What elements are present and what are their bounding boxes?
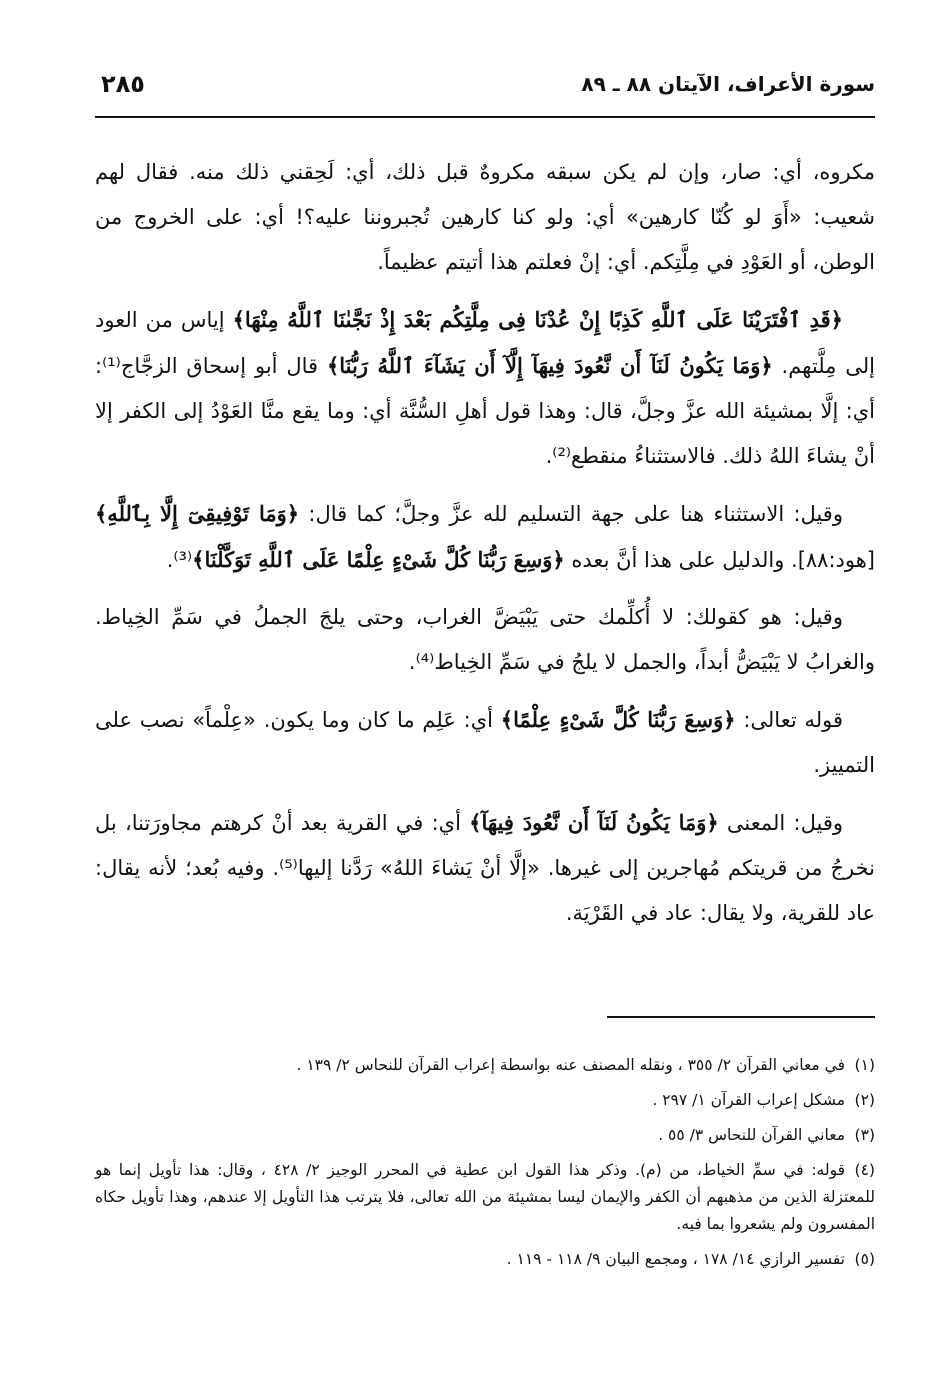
commentary-text: وقيل: هو كقولك: لا أُكلِّمك حتى يَبْيَضَّ الغراب، وحتى يلجَ الجملُ في سَمِّ الخِياط. والغرابُ لا يَبْيَضُّ أبداً، والجمل لا يلجُ في سَمِّ الخِياط⁽⁴⁾.: [95, 605, 875, 674]
footnote-number: (٢): [854, 1091, 875, 1109]
quran-verse: ﴿وَسِعَ رَبُّنَا كُلَّ شَىْءٍ عِلْمًا﴾: [500, 707, 736, 732]
footnote-text: معاني القرآن للنحاس ٣/ ٥٥ .: [658, 1126, 845, 1144]
paragraph: [95, 297, 875, 479]
footnote-text: تفسير الرازي ١٤/ ١٧٨ ، ومجمع البيان ٩/ ١١٨ - ١١٩ .: [506, 1250, 845, 1268]
commentary-text: أي: في القرية بعد أنْ كرهتم مجاورَتنا، بل نخرجُ من قريتكم مُهاجرين إلى غيرها. «إلَّا أنْ يَشاءَ اللهُ» رَدَّنا إليها⁽⁵⁾. وفيه بُعد؛ لأنه يقال: عاد للقرية، ولا يقال: عاد في القَرْيَة.: [95, 811, 876, 925]
footnote-text: مشكل إعراب القرآن ١/ ٢٩٧ .: [652, 1091, 845, 1109]
footnote-text: في معاني القرآن ٢/ ٣٥٥ ، ونقله المصنف عنه بواسطة إعراب القرآن للنحاس ٢/ ١٣٩ .: [296, 1056, 845, 1074]
footnote-divider: [607, 1016, 875, 1018]
surah-title: سورة الأعراف، الآيتان ٨٨ ـ ٨٩: [581, 72, 875, 96]
commentary-text: أي: عَلِم ما كان وما يكون. «عِلْماً» نصب على التمييز.: [95, 708, 875, 777]
footnote: [95, 1087, 875, 1114]
paragraph: [95, 491, 875, 583]
paragraph: [95, 697, 875, 788]
quran-verse: ﴿وَسِعَ رَبُّنَا كُلَّ شَىْءٍ عِلْمًا عَلَى ٱللَّهِ تَوَكَّلْنَا﴾: [192, 547, 565, 572]
footnote: [95, 1246, 875, 1273]
footnote: [95, 1157, 875, 1238]
quran-verse: ﴿وَمَا يَكُونُ لَنَآ أَن نَّعُودَ فِيهَآ إِلَّآ أَن يَشَآءَ ٱللَّهُ رَبُّنَا﴾: [326, 353, 773, 378]
commentary-text: ⁽³⁾.: [166, 548, 193, 572]
footnote: [95, 1052, 875, 1079]
footnotes: [95, 1052, 875, 1281]
commentary-text: وقيل: المعنى: [718, 811, 844, 835]
commentary-text: وقيل: الاستثناء هنا على جهة التسليم لله عزَّ وجلَّ؛ كما قال:: [299, 502, 843, 526]
commentary-text: مكروه، أي: صار، وإن لم يكن سبقه مكروهٌ قبل ذلك، أي: لَحِقني ذلك منه. فقال لهم شعيب: «أَوَ لو كُنّا كارهين» أي: ولو كنا كارهين تُجبروننا عليه؟! أي: على الخروج من الوطن، أو العَوْدِ في مِلَّتِكم. أي: إنْ فعلتم هذا أتيتم عظيماً.: [95, 160, 875, 274]
footnote: [95, 1122, 875, 1149]
quran-verse: ﴿وَمَا يَكُونُ لَنَآ أَن نَّعُودَ فِيهَآ﴾: [469, 810, 719, 835]
footnote-number: (٤): [854, 1161, 875, 1179]
page-number: ٢٨٥: [101, 70, 145, 98]
quran-verse: ﴿وَمَا تَوْفِيقِىٓ إِلَّا بِٱللَّهِ﴾: [95, 501, 300, 526]
commentary-text: [هود:٨٨]. والدليل على هذا أنَّ بعده: [564, 548, 875, 572]
page-header: [95, 68, 875, 118]
footnote-number: (٣): [854, 1126, 875, 1144]
paragraph: [95, 800, 875, 936]
quran-verse: ﴿قَدِ ٱفْتَرَيْنَا عَلَى ٱللَّهِ كَذِبًا إِنْ عُدْنَا فِى مِلَّتِكُم بَعْدَ إِذْ نَجَّىٰنَا ٱللَّهُ مِنْهَا﴾: [232, 307, 843, 332]
commentary-text: إياس من العود إلى مِلَّتهم.: [95, 308, 875, 378]
commentary-text: قال أبو إسحاق الزجَّاج⁽¹⁾: أي: إلَّا بمشيئة الله عزَّ وجلَّ، قال: وهذا قول أهلِ السُّنَّة أي: وما يقع منَّا العَوْدُ إلى الكفر إلا أنْ يشاءَ اللهُ ذلك. فالاستثناءُ منقطع⁽²⁾.: [95, 354, 875, 468]
main-text: [95, 150, 875, 948]
footnote-number: (٥): [854, 1250, 875, 1268]
paragraph: [95, 595, 875, 685]
footnote-number: (١): [854, 1056, 875, 1074]
commentary-text: قوله تعالى:: [735, 708, 844, 732]
paragraph: [95, 150, 875, 285]
footnote-text: قوله: في سمِّ الخياط، من (م). وذكر هذا القول ابن عطية في المحرر الوجيز ٢/ ٤٢٨ ، وقال: هذا تأويل إنما هو للمعتزلة الذين من مذهبهم أن الكفر والإيمان ليسا بمشيئة من الله تعالى، فلا يترتب هذا التأويل إلا عندهم، وهذا تأويل حكاه المفسرون ولم يشعروا بما فيه.: [95, 1161, 875, 1233]
